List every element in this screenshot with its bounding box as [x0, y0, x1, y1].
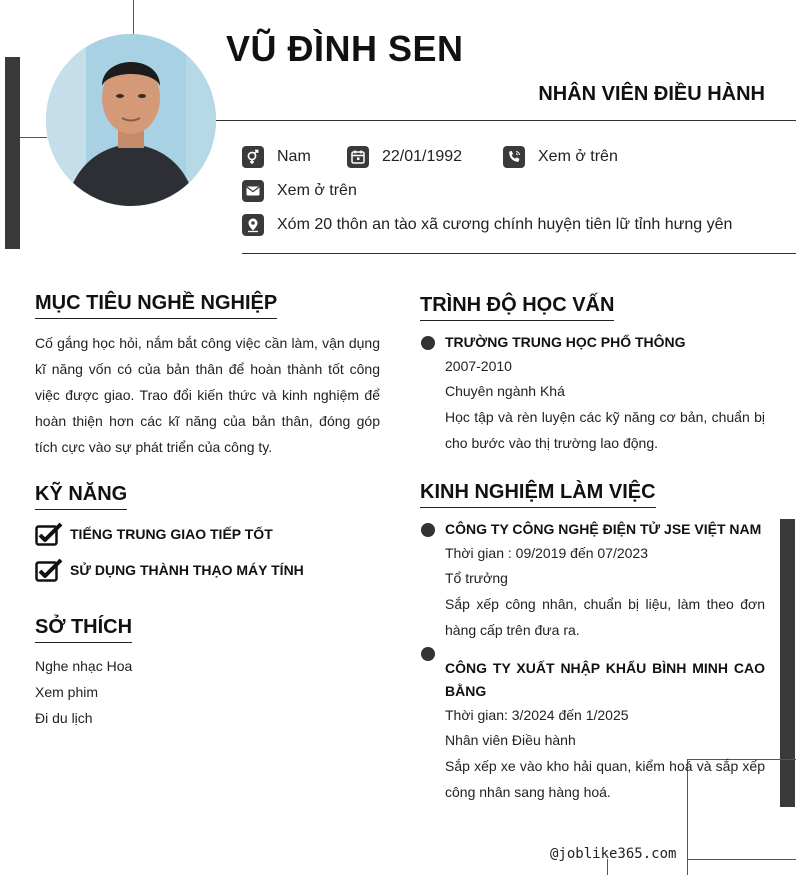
decor-left-bar [5, 57, 20, 249]
job-role: Tổ trưởng [445, 570, 508, 586]
job-desc: Sắp xếp công nhân, chuẩn bị liệu, làm theo đơn hàng cấp trên đưa ra. [445, 596, 765, 638]
decor-top-line [133, 0, 134, 36]
checkbox-checked-icon [35, 558, 63, 582]
phone-icon [503, 146, 525, 168]
school-name: TRƯỜNG TRUNG HỌC PHỔ THÔNG [445, 334, 686, 350]
info-address [242, 214, 732, 236]
experience-title: KINH NGHIỆM LÀM VIỆC [420, 481, 656, 508]
education-major: Chuyên ngành Khá [445, 383, 565, 399]
decor-bottom-right-line [687, 859, 796, 860]
bullet-dot [421, 336, 435, 350]
info-birthday [347, 146, 462, 168]
skill-label: TIẾNG TRUNG GIAO TIẾP TỐT [70, 526, 273, 542]
candidate-name: VŨ ĐÌNH SEN [226, 28, 464, 69]
location-pin-icon [242, 214, 264, 236]
watermark: @joblike365.com [550, 846, 677, 862]
email-value: Xem ở trên [277, 182, 357, 199]
hobbies-title: SỞ THÍCH [35, 616, 132, 643]
skill-item [35, 558, 304, 582]
hobby-item: Nghe nhạc Hoa [35, 658, 133, 674]
job-role: Nhân viên Điều hành [445, 732, 576, 748]
job-position: NHÂN VIÊN ĐIỀU HÀNH [538, 83, 765, 105]
avatar [46, 34, 216, 206]
hobby-item: Xem phim [35, 684, 99, 700]
header-divider [216, 120, 796, 121]
job-desc: Sắp xếp xe vào kho hải quan, kiểm hoá và sắp xếp công nhân sang hàng hoá. [445, 758, 765, 800]
info-phone [503, 146, 618, 168]
info-gender [242, 146, 311, 168]
avatar-photo [46, 34, 216, 206]
job-period: Thời gian: 3/2024 đến 1/2025 [445, 707, 629, 723]
birthday-value: 22/01/1992 [382, 148, 463, 165]
skill-label: SỬ DỤNG THÀNH THẠO MÁY TÍNH [70, 562, 304, 578]
gender-value: Nam [277, 148, 311, 165]
envelope-icon [242, 180, 264, 202]
phone-value: Xem ở trên [538, 148, 618, 165]
education-desc: Học tập và rèn luyện các kỹ năng cơ bản, chuẩn bị cho bước vào thị trường lao động. [445, 409, 765, 451]
bullet-dot [421, 647, 435, 661]
skills-title: KỸ NĂNG [35, 483, 127, 510]
objective-text: Cố gắng học hỏi, nắm bắt công việc cần làm, vận dụng kĩ năng vốn có của bản thân để hoàn thành tốt công việc được giao. Trao đổi kiến thức và kinh nghiệm để hoàn thiện hơn các kĩ năng của bản thân, đóng góp tích cực vào sự phát triển của công ty. [35, 335, 380, 455]
gender-icon [242, 146, 264, 168]
info-divider [242, 253, 796, 254]
bullet-dot [421, 523, 435, 537]
skill-item [35, 522, 273, 546]
hobby-item: Đi du lịch [35, 710, 93, 726]
decor-left-line [20, 137, 47, 138]
education-title: TRÌNH ĐỘ HỌC VẤN [420, 294, 614, 321]
info-email [242, 180, 357, 202]
company-name: CÔNG TY XUẤT NHẬP KHẨU BÌNH MINH CAO BẰNG [445, 660, 765, 699]
job-period: Thời gian : 09/2019 đến 07/2023 [445, 545, 649, 561]
education-period: 2007-2010 [445, 358, 512, 374]
address-value: Xóm 20 thôn an tào xã cương chính huyện tiên lữ tỉnh hưng yên [277, 216, 733, 233]
calendar-icon [347, 146, 369, 168]
objective-title: MỤC TIÊU NGHỀ NGHIỆP [35, 292, 277, 319]
checkbox-checked-icon [35, 522, 63, 546]
company-name: CÔNG TY CÔNG NGHỆ ĐIỆN TỬ JSE VIỆT NAM [445, 521, 762, 537]
